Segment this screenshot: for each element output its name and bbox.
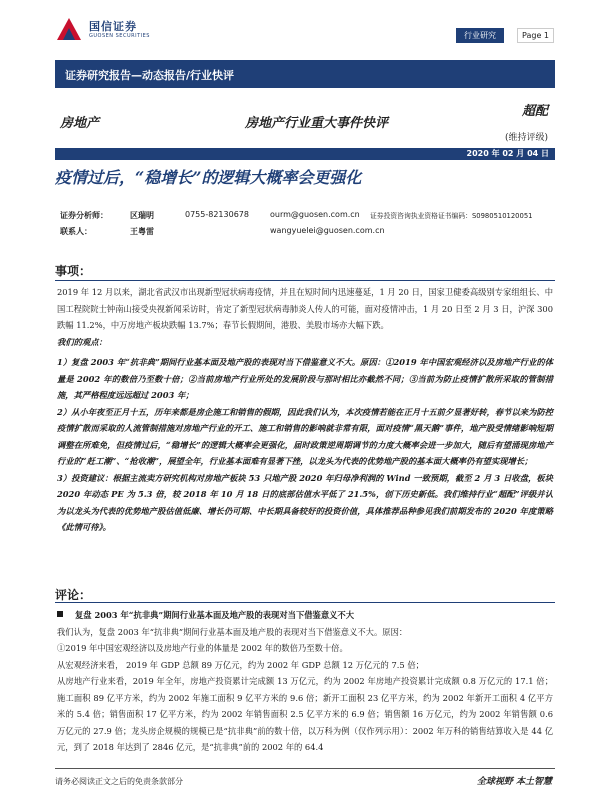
page-number: Page 1	[517, 28, 554, 43]
events-paragraph-2: 我们的观点：	[57, 336, 107, 347]
report-date: 2020 年 02 月 04 日	[466, 149, 549, 158]
review-line-2: ①2019 年中国宏观经济以及房地产行业的体量是 2002 年的数倍乃至数十倍。	[57, 643, 348, 653]
review-line-1: 我们认为，复盘 2003 年“抗非典”期间行业基本面及地产股的表现对当下借鉴意义不大。原因：	[57, 626, 408, 637]
rating-note: (维持评级)	[504, 133, 548, 143]
brand-name: 国信证券	[89, 20, 137, 33]
events-paragraph-1: 2019 年 12 月以来，湖北省武汉市出现新型冠状病毒疫情，并且在短时间内迅速蔓延，1 月 20 日，国家卫健委高级别专家组组长、中国工程院院士钟南山接受央视新闻采访时，肯定了新型冠状病毒肺炎人传人的可能，面对疫情冲击，1 月 20 日至 2 月 3 日，沪深 300 跌幅 11.2%，中万房地产板块跌幅 13.7%；春节长假期间，港股、美股市场亦大幅下跌。	[57, 287, 553, 330]
report-type-banner	[55, 60, 555, 88]
analyst-phone: 0755-82130678	[185, 210, 249, 219]
events-heading: 事项：	[55, 264, 92, 278]
rating: 超配	[521, 104, 548, 119]
bullet-square-icon	[57, 611, 63, 617]
review-bullet-title: 复盘 2003 年“抗非典”期间行业基本面及地产股的表现对当下借鉴意义不大	[75, 610, 355, 620]
review-heading: 评论：	[55, 588, 92, 602]
events-paragraph-3: 1）复盘 2003 年“抗非典”期间行业基本面及地产股的表现对当下借鉴意义不大。原因：①2019 年中国宏观经济以及房地产行业的体量是 2002 年的数倍乃至数十倍；②当前房地产行业所处的发展阶段与那时相比亦截然不同；③当前为防止疫情扩散所采取的管制措施，其严格程度远远超过 2003 年；	[57, 357, 553, 400]
analyst-label: 证券分析师：	[60, 211, 108, 220]
review-rule	[55, 602, 555, 603]
review-bullet	[57, 607, 553, 624]
review-body	[57, 607, 553, 756]
events-paragraph-5: 3）投资建议：根据主流卖方研究机构对房地产板块 53 只地产股 2020 年归母净利润的 Wind 一致预期，截至 2 月 3 日收盘，板块 2020 年动态 PE 为 5.3 倍，较 2018 年 10 月 18 日的底部估值水平低了 21.5%，创下历史新低。我们维持行业“超配”评级并认为以龙头为代表的优势地产股估值低廉、增长仍可期、中长期具备较好的投资价值，具体推荐品种参见我们前期发布的 2020 年度策略《此情可待》。	[57, 472, 553, 532]
footer-slogan: 全球视野 本土智慧	[476, 777, 552, 787]
brand-subtitle: GUOSEN SECURITIES	[89, 33, 150, 39]
date-bar	[55, 148, 555, 160]
contact-label: 联系人：	[60, 227, 92, 236]
report-type-text: 证券研究报告—动态报告/行业快评	[65, 69, 235, 82]
sector-label: 房地产	[60, 116, 100, 131]
events-body	[57, 284, 553, 536]
report-title: 房地产行业重大事件快评	[245, 116, 389, 131]
review-line-3: 从宏观经济来看， 2019 年 GDP 总额 89 万亿元，约为 2002 年 GDP 总额 12 万亿元的 7.5 倍；	[57, 659, 424, 670]
category-tag: 行业研究	[456, 28, 504, 43]
contact-email: wangyuelei@guosen.com.cn	[270, 226, 385, 235]
brand-logo-icon	[55, 16, 83, 42]
brand-logo	[55, 14, 165, 44]
footer-disclaimer: 请务必阅读正文之后的免责条款部分	[55, 777, 183, 786]
contact-name: 王粤雷	[130, 227, 154, 236]
analyst-cert: 证券投资咨询执业资格证书编码：S0980510120051	[370, 212, 533, 220]
review-line-4: 从房地产行业来看，2019 年全年，房地产投资累计完成额 13 万亿元，约为 2002 年房地产投资累计完成额 0.8 万亿元的 17.1 倍；施工面积 89 亿平方米，约为 2002 年施工面积 9 亿平方米的 9.6 倍；新开工面积 23 亿平方米，约为 2002 年新开工面积 4 亿平方米的 5.4 倍；销售面积 17 亿平方米，约为 2002 年销售面积 2.5 亿平方米的 6.9 倍；销售额 16 万亿元，约为 2002 年销售额 0.6 万亿元的 27.9 倍；龙头房企规模的规模已是“抗非典”前的数十倍，以万科为例（仅作列示用）：2002 年万科的销售结算收入是 44 亿元，到了 2018 年达到了 2846 亿元，是“抗非典”前的 2002 年的 64.4	[57, 676, 553, 752]
analyst-name: 区瑞明	[130, 211, 154, 220]
events-paragraph-4: 2）从小年夜至正月十五，历年来都是房企施工和销售的假期，因此我们认为，本次疫情若能在正月十五前夕显著好转，春节以来为防控疫情扩散而采取的人流管制措施对房地产行业的开工、施工和销售的影响就非常有限，面对疫情“黑天鹅”事件，地产股受情绪影响短期调整在所难免，但疫情过后，“稳增长”的逻辑大概率会更强化，届时政策逆周期调节的力度大概率会进一步加大，随后有望涌现房地产行业的“赶工潮”、“抢收潮”，展望全年，行业基本面难有显著下挫，以龙头为代表的优势地产股的基本面大概率仍有望实现增长；	[57, 406, 553, 466]
events-rule	[55, 280, 555, 281]
headline: 疫情过后，“稳增长”的逻辑大概率会更强化	[55, 168, 362, 187]
analyst-email: ourm@guosen.com.cn	[270, 210, 360, 219]
footer-rule	[55, 768, 555, 769]
